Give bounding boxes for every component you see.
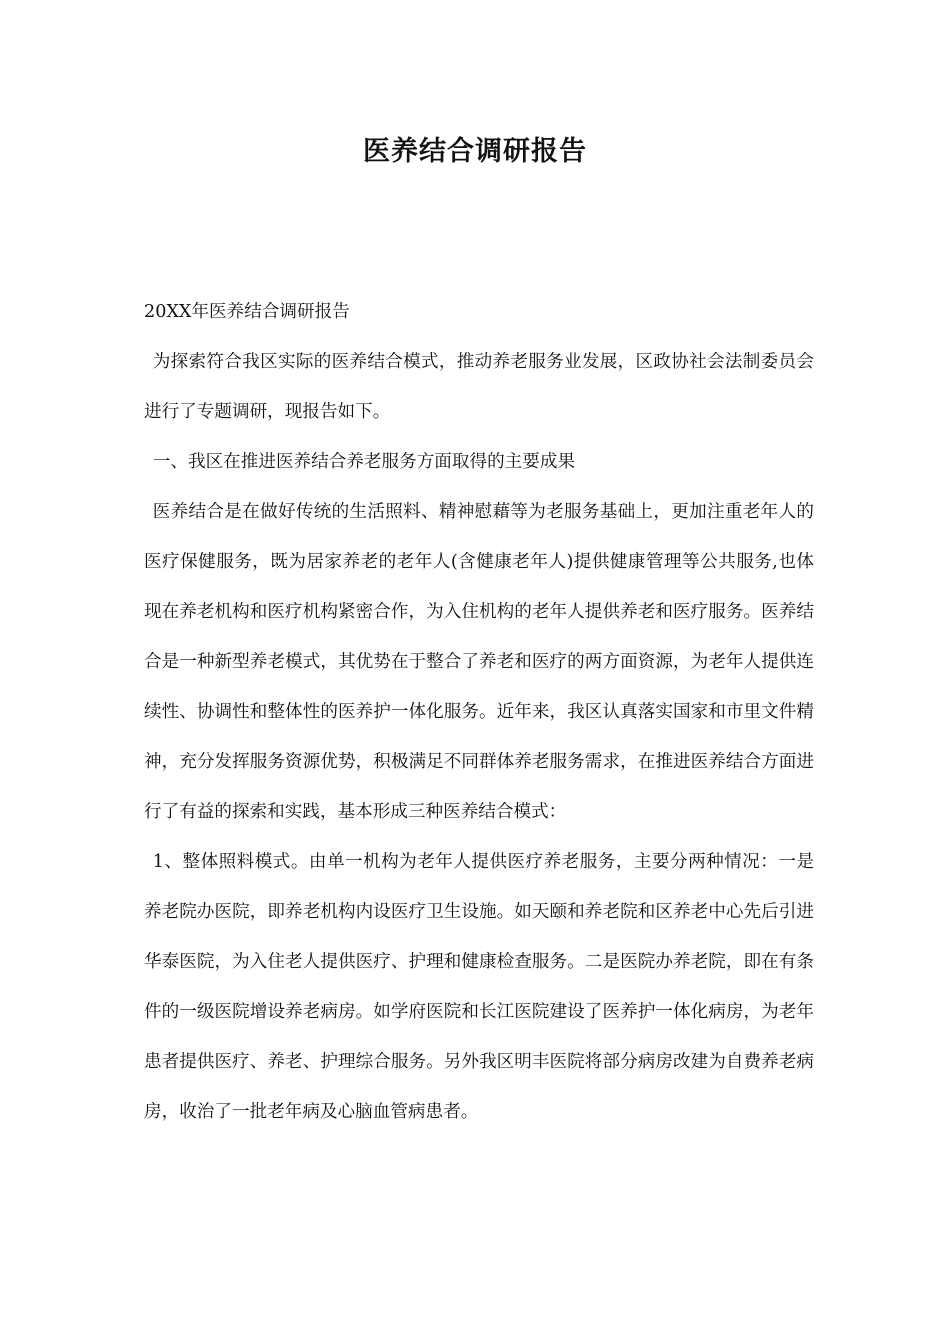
body-paragraph: 1、整体照料模式。由单一机构为老年人提供医疗养老服务，主要分两种情况：一是养老院办医院，即养老机构内设医疗卫生设施。如天颐和养老院和区养老中心先后引进华泰医院，为入住老人提供医疗、护理和健康检查服务。二是医院办养老院，即在有条件的一级医院增设养老病房。如学府医院和长江医院建设了医养护一体化病房，为老年患者提供医疗、养老、护理综合服务。另外我区明丰医院将部分病房改建为自费养老病房，收治了一批老年病及心脑血管病患者。 <box>144 852 814 1122</box>
intro-paragraph: 为探索符合我区实际的医养结合模式，推动养老服务业发展，区政协社会法制委员会进行了专题调研，现报告如下。 <box>144 352 814 422</box>
section-heading: 一、我区在推进医养结合养老服务方面取得的主要成果 <box>152 452 576 472</box>
body-paragraph: 医养结合是在做好传统的生活照料、精神慰藉等为老服务基础上，更加注重老年人的医疗保健服务，既为居家养老的老年人(含健康老年人)提供健康管理等公共服务,也体现在养老机构和医疗机构紧密合作，为入住机构的老年人提供养老和医疗服务。医养结合是一种新型养老模式，其优势在于整合了养老和医疗的两方面资源，为老年人提供连续性、协调性和整体性的医养护一体化服务。近年来，我区认真落实国家和市里文件精神，充分发挥服务资源优势，积极满足不同群体养老服务需求，在推进医养结合方面进行了有益的探索和实践，基本形成三种医养结合模式： <box>144 502 814 822</box>
document-body <box>144 287 814 1137</box>
report-subtitle: 20XX年医养结合调研报告 <box>144 302 350 322</box>
document-title: 医养结合调研报告 <box>363 136 587 167</box>
